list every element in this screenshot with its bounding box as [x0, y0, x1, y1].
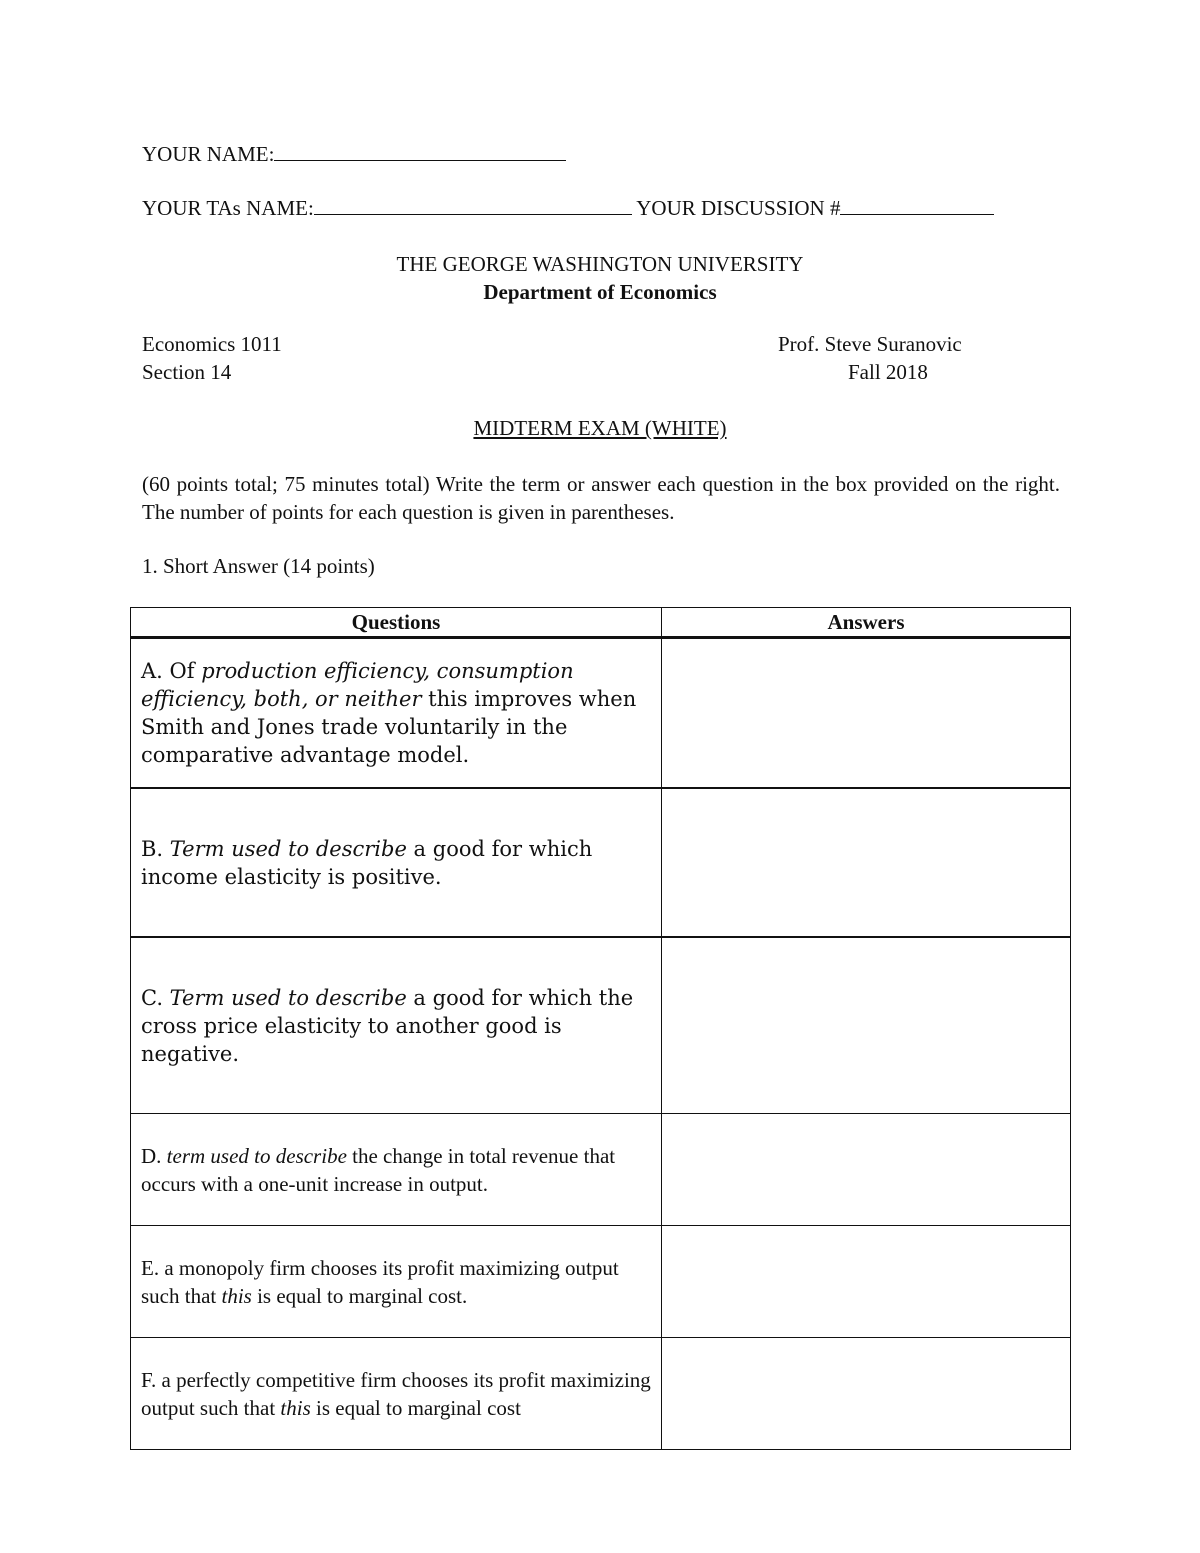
exam-title-text: MIDTERM EXAM (WHITE) [473, 416, 727, 440]
short-answer-table [130, 607, 1071, 1450]
question-d: D. term used to describe the change in total revenue that occurs with a one-unit increase in output. [131, 1114, 662, 1226]
name-label: YOUR NAME: [142, 142, 275, 166]
ta-line [142, 196, 994, 221]
question-e: E. a monopoly firm chooses its profit maximizing output such that this is equal to marginal cost. [131, 1226, 662, 1338]
professor-name: Prof. Steve Suranovic [778, 332, 962, 356]
discussion-label: YOUR DISCUSSION # [636, 196, 841, 220]
table-row [131, 788, 1071, 937]
table-row [131, 1338, 1071, 1450]
answer-box-f[interactable] [662, 1338, 1071, 1450]
name-blank[interactable] [274, 142, 566, 161]
answer-box-a[interactable] [662, 638, 1071, 789]
questions-column-header: Questions [131, 608, 662, 638]
course-code: Economics 1011 [142, 332, 282, 356]
question-a: A. Of production efficiency, consumption efficiency, both, or neither this improves when Smith and Jones trade voluntarily in the comparative advantage model. [131, 638, 662, 789]
question-c: C. Term used to describe a good for which the cross price elasticity to another good is negative. [131, 937, 662, 1114]
question-f: F. a perfectly competitive firm chooses its profit maximizing output such that this is equal to marginal cost [131, 1338, 662, 1450]
table-row [131, 638, 1071, 789]
table-row [131, 937, 1071, 1114]
ta-blank[interactable] [314, 196, 632, 215]
part-heading: 1. Short Answer (14 points) [142, 554, 375, 578]
question-b: B. Term used to describe a good for which income elasticity is positive. [131, 788, 662, 937]
university-name: THE GEORGE WASHINGTON UNIVERSITY [396, 252, 804, 276]
exam-title [0, 416, 1200, 441]
table-row [131, 1114, 1071, 1226]
course-section: Section 14 [142, 360, 232, 384]
name-line [142, 142, 566, 167]
answer-box-e[interactable] [662, 1226, 1071, 1338]
discussion-blank[interactable] [840, 196, 994, 215]
table-header-row [131, 608, 1071, 638]
answer-box-d[interactable] [662, 1114, 1071, 1226]
exam-instructions: (60 points total; 75 minutes total) Write the term or answer each question in the box provided on the right. The number of points for each question is given in parentheses. [142, 472, 1060, 524]
answers-column-header: Answers [662, 608, 1071, 638]
answer-box-c[interactable] [662, 937, 1071, 1114]
ta-label: YOUR TAs NAME: [142, 196, 314, 220]
table-row [131, 1226, 1071, 1338]
answer-box-b[interactable] [662, 788, 1071, 937]
department-name: Department of Economics [483, 280, 717, 304]
course-term: Fall 2018 [848, 360, 928, 384]
